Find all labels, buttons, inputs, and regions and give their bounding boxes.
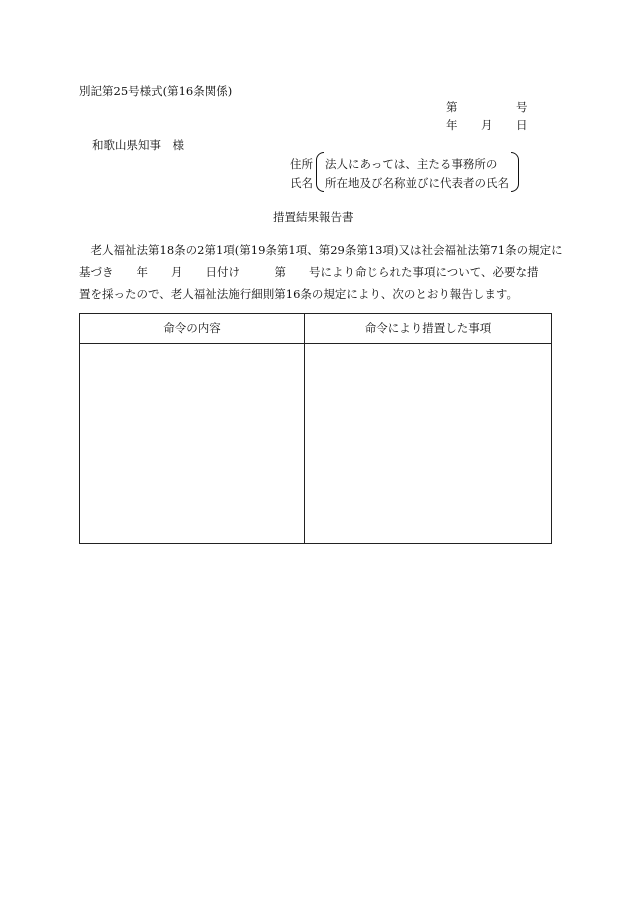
report-table [79, 313, 552, 544]
body-line: 老人福祉法第18条の2第1項(第19条第1項、第29条第13項)又は社会福祉法第71条の規定に [79, 243, 563, 257]
cell-order-content[interactable] [80, 344, 304, 543]
col-header-order-content: 命令の内容 [163, 321, 221, 335]
report-body [79, 239, 563, 305]
number-dai: 第 [446, 100, 458, 114]
document-title: 措置結果報告書 [273, 210, 354, 224]
address-label: 住所 [290, 157, 313, 171]
body-line: 基づき 年 月 日付け 第 号により命じられた事項について、必要な措 [79, 265, 539, 279]
body-line: 置を採ったので、老人福祉法施行細則第16条の規定により、次のとおり報告します。 [79, 287, 518, 301]
name-label: 氏名 [290, 176, 313, 190]
right-bracket [511, 152, 519, 192]
applicant-note-line1: 法人にあっては、主たる事務所の [325, 157, 498, 171]
date-day: 日 [516, 118, 528, 132]
addressee: 和歌山県知事 様 [92, 138, 184, 152]
form-label: 別記第25号様式(第16条関係) [79, 84, 233, 98]
date-year: 年 [446, 118, 458, 132]
number-go: 号 [516, 100, 528, 114]
col-header-measures-taken: 命令により措置した事項 [364, 321, 492, 335]
left-bracket [316, 152, 324, 192]
cell-measures-taken[interactable] [305, 344, 551, 543]
date-month: 月 [481, 118, 493, 132]
applicant-note-line2: 所在地及び名称並びに代表者の氏名 [325, 176, 509, 190]
